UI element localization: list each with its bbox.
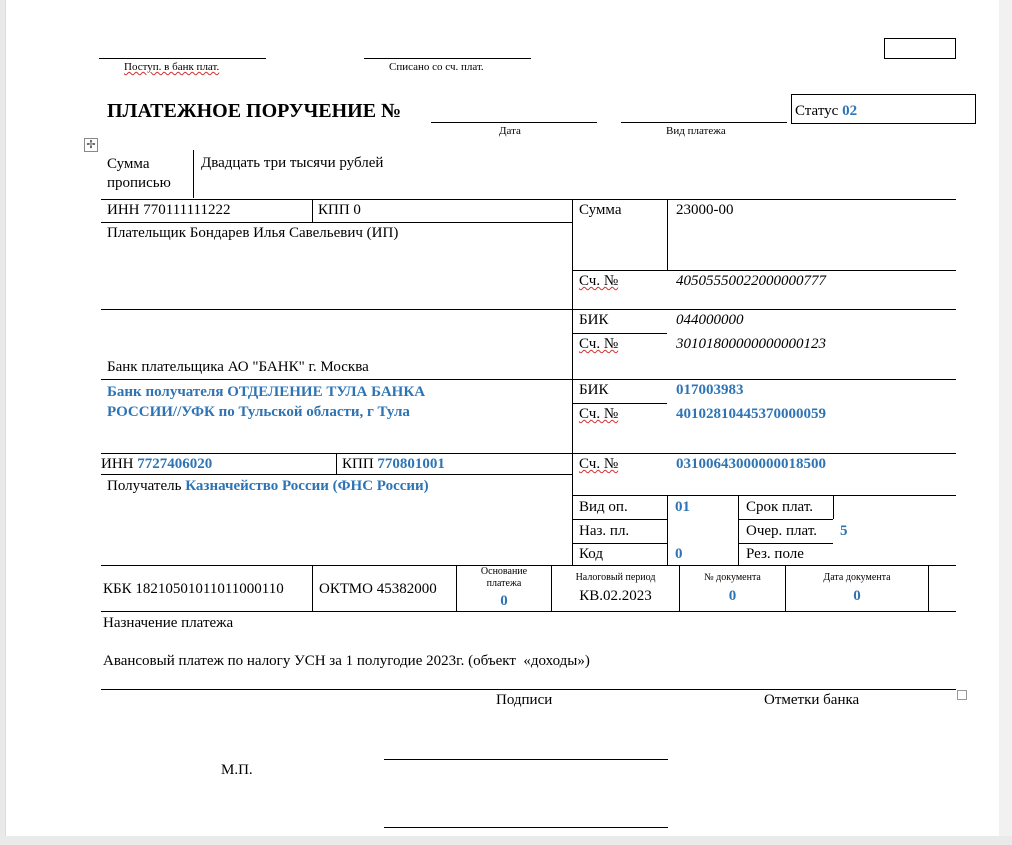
payer-account-label: Сч. № xyxy=(579,273,619,289)
docnum-label: № документа xyxy=(704,572,761,583)
reserve-label: Рез. поле xyxy=(746,546,804,562)
docnum-value: 0 xyxy=(728,588,737,604)
document-page xyxy=(5,0,1000,836)
divider xyxy=(101,222,572,223)
divider xyxy=(667,199,668,270)
divider xyxy=(101,453,956,454)
payee-inn: ИНН 7727406020 xyxy=(101,456,213,472)
divider xyxy=(101,309,956,310)
payer-bank-bik: 044000000 xyxy=(676,312,744,328)
divider xyxy=(312,565,313,611)
code-value: 0 xyxy=(675,546,683,562)
divider xyxy=(312,199,313,222)
payee-kpp: КПП 770801001 xyxy=(342,456,445,472)
payee-account-label: Сч. № xyxy=(579,456,619,472)
page-title: ПЛАТЕЖНОЕ ПОРУЧЕНИЕ № xyxy=(107,100,402,122)
op-type-label: Вид оп. xyxy=(579,499,628,515)
payee-bank-bik-label: БИК xyxy=(579,382,609,398)
divider xyxy=(193,150,194,198)
payment-type-line xyxy=(621,122,787,123)
code-label: Код xyxy=(579,546,603,562)
oktmo: ОКТМО 45382000 xyxy=(319,581,437,597)
vertical-scrollbar[interactable] xyxy=(999,0,1012,845)
sum-label: Сумма xyxy=(579,202,622,218)
divider xyxy=(101,611,956,612)
payee-name: Получатель Казначейство России (ФНС России) xyxy=(107,478,429,494)
basis-label: Основание платежа xyxy=(480,566,528,589)
purpose-label: Назначение платежа xyxy=(103,615,234,631)
payer-bank-bik-label: БИК xyxy=(579,312,609,328)
op-type-value: 01 xyxy=(675,499,690,515)
payee-bank-corr-label: Сч. № xyxy=(579,406,619,422)
divider xyxy=(101,474,572,475)
divider xyxy=(101,199,956,200)
divider xyxy=(738,543,833,544)
received-line xyxy=(99,58,266,59)
docdate-label: Дата документа xyxy=(823,572,891,583)
payee-bank-bik: 017003983 xyxy=(676,382,744,398)
payer-account: 40505550022000000777 xyxy=(676,273,826,289)
status-value: 02 xyxy=(842,103,858,119)
divider xyxy=(738,495,739,565)
sum-value: 23000-00 xyxy=(676,202,734,218)
docdate-value: 0 xyxy=(853,588,861,604)
payer-bank-corr-label: Сч. № xyxy=(579,336,619,352)
payee-account: 03100643000000018500 xyxy=(676,456,826,472)
payer-bank-corr: 30101800000000000123 xyxy=(676,336,826,352)
order-label: Очер. плат. xyxy=(746,523,817,539)
divider xyxy=(572,543,667,544)
divider xyxy=(336,453,337,474)
form-code-box xyxy=(884,38,956,59)
debited-line xyxy=(364,58,531,59)
divider xyxy=(572,333,667,334)
received-label: Поступ. в банк плат. xyxy=(124,61,220,73)
debited-label: Списано со сч. плат. xyxy=(389,61,484,73)
payer-kpp: КПП 0 xyxy=(318,202,361,218)
period-value: КВ.02.2023 xyxy=(579,588,652,604)
table-resize-handle-icon[interactable] xyxy=(957,690,967,700)
payee-bank: Банк получателя ОТДЕЛЕНИЕ ТУЛА БАНКА РОССИИ//УФК по Тульской области, г Тула xyxy=(107,384,426,420)
payment-type-label: Вид платежа xyxy=(666,125,726,137)
status-label: Статус xyxy=(795,103,839,119)
payer-inn: ИНН 770111111222 xyxy=(107,202,231,218)
amount-words-value: Двадцать три тысячи рублей xyxy=(201,155,384,171)
divider xyxy=(572,495,956,496)
term-label: Срок плат. xyxy=(746,499,814,515)
divider xyxy=(101,379,956,380)
kbk: КБК 18210501011011000110 xyxy=(103,581,284,597)
signature-line-2 xyxy=(384,827,668,828)
divider xyxy=(572,199,573,565)
order-value: 5 xyxy=(840,523,848,539)
payer-bank: Банк плательщика АО "БАНК" г. Москва xyxy=(107,359,369,375)
divider xyxy=(833,495,834,519)
signature-line-1 xyxy=(384,759,668,760)
divider xyxy=(572,270,956,271)
status-box xyxy=(791,94,976,124)
horizontal-scrollbar[interactable] xyxy=(0,836,1012,845)
bank-marks-label: Отметки банка xyxy=(764,692,860,708)
stamp-label: М.П. xyxy=(221,762,253,778)
purpose-text: Авансовый платеж по налогу УСН за 1 полугодие 2023г. (объект «доходы») xyxy=(103,653,590,669)
divider xyxy=(928,565,929,611)
payer-name: Плательщик Бондарев Илья Савельевич (ИП) xyxy=(107,225,399,241)
purpose-code-label: Наз. пл. xyxy=(579,523,630,539)
amount-words-label: Сумма прописью xyxy=(107,156,171,191)
date-line xyxy=(431,122,597,123)
basis-value: 0 xyxy=(500,593,508,609)
divider xyxy=(572,519,667,520)
payee-bank-corr: 40102810445370000059 xyxy=(676,406,826,422)
divider xyxy=(572,403,667,404)
date-label: Дата xyxy=(499,125,521,137)
divider xyxy=(101,689,956,690)
table-move-handle-icon[interactable]: ✢ xyxy=(84,138,98,152)
signatures-label: Подписи xyxy=(496,692,553,708)
divider xyxy=(667,495,668,565)
divider xyxy=(738,519,833,520)
period-label: Налоговый период xyxy=(575,572,656,583)
